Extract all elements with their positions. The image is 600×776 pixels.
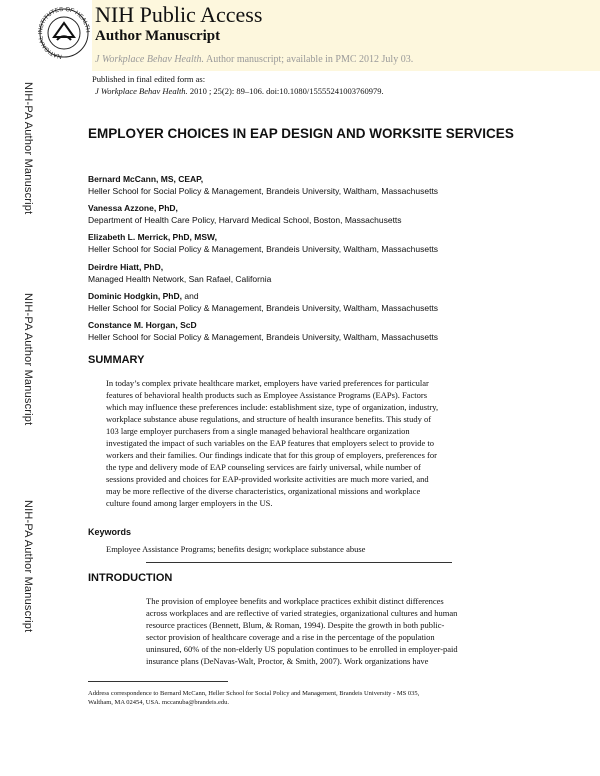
banner-availability: Author manuscript; available in PMC 2012 July 03. <box>206 54 414 65</box>
text-line: which may influence these preferences include: establishment size, type of organization, industry, <box>106 402 439 412</box>
author-name: Dominic Hodgkin, PhD, <box>88 291 182 301</box>
author-name: Bernard McCann, MS, CEAP, <box>88 174 204 184</box>
article-title: EMPLOYER CHOICES IN EAP DESIGN AND WORKSITE SERVICES <box>88 126 514 141</box>
nih-logo <box>38 5 90 65</box>
published-label: Published in final edited form as: <box>92 74 206 84</box>
keywords-list: Employee Assistance Programs; benefits design; workplace substance abuse <box>106 544 366 554</box>
text-line: sector provision of healthcare coverage and a rise in the percentage of the population <box>146 632 435 642</box>
text-line: resource practices (Bennett, Blum, & Roman, 1994). Despite the growth in both public- <box>146 620 445 630</box>
introduction-heading: INTRODUCTION <box>88 572 173 584</box>
nih-public-access-title: NIH Public Access <box>95 2 263 27</box>
citation-journal: J Workplace Behav Health. <box>95 86 188 96</box>
introduction-paragraph <box>146 595 530 667</box>
text-line: workers and their families. Our findings indicate that for this group of employers, preferences for <box>106 450 437 460</box>
summary-paragraph <box>106 377 530 509</box>
footnote-line: Waltham, MA 02454, USA. mccanuba@brandeis.edu. <box>88 699 230 706</box>
author-affiliation: Heller School for Social Policy & Management, Brandeis University, Waltham, Massachusetts <box>88 186 439 196</box>
footnote-divider <box>88 681 228 682</box>
author-affiliation: Heller School for Social Policy & Management, Brandeis University, Waltham, Massachusetts <box>88 303 439 313</box>
author-affiliation: Department of Health Care Policy, Harvard Medical School, Boston, Massachusetts <box>88 215 402 225</box>
banner-journal: J Workplace Behav Health. <box>95 54 205 65</box>
text-line: across workplaces and are reflective of varied strategies, organizational cultures and human <box>146 608 458 618</box>
author-affiliation: Heller School for Social Policy & Management, Brandeis University, Waltham, Massachusetts <box>88 332 439 342</box>
text-line: insurance plans (DeNavas-Walt, Proctor, & Smith, 2007). Work organizations have <box>146 656 429 666</box>
availability-line <box>95 54 413 65</box>
author-affiliation: Managed Health Network, San Rafael, California <box>88 274 272 284</box>
side-label-3: NIH-PA Author Manuscript <box>22 500 34 633</box>
text-line: may be more reflective of the diverse characteristics, organizational missions and workplace <box>106 486 421 496</box>
text-line: The provision of employee benefits and workplace practices exhibit distinct differences <box>146 596 444 606</box>
author-name: Deirdre Hiatt, PhD, <box>88 262 164 272</box>
footnote-line: Address correspondence to Bernard McCann, Heller School for Social Policy and Management, Brandeis University - MS 035, <box>88 690 420 697</box>
citation-line <box>95 86 384 96</box>
author-affiliation: Heller School for Social Policy & Management, Brandeis University, Waltham, Massachusetts <box>88 244 439 254</box>
text-line: workplace substance abuse regulations, and structure of health insurance benefits. This study of <box>106 414 432 424</box>
author-name: Vanessa Azzone, PhD, <box>88 203 178 213</box>
author-name: Elizabeth L. Merrick, PhD, MSW, <box>88 232 217 242</box>
author-manuscript-label: Author Manuscript <box>95 28 221 44</box>
text-line: features of behavioral health products such as Employee Assistance Programs (EAPs). Factors <box>106 390 428 400</box>
text-line: 103 large employer purchasers from a single managed behavioral healthcare organization <box>106 426 410 436</box>
divider <box>146 562 452 563</box>
text-line: culture found among larger employers in the US. <box>106 498 273 508</box>
citation-details: 2010 ; 25(2): 89–106. doi:10.1080/15555241003760979. <box>189 86 384 96</box>
text-line: the type and delivery mode of EAP counseling services are fairly universal, while number of <box>106 462 421 472</box>
side-label-1: NIH-PA Author Manuscript <box>22 82 34 215</box>
text-line: uninsured, 60% of the non-elderly US population continues to be enrolled in employer-paid <box>146 644 458 654</box>
author-line <box>88 291 199 301</box>
text-line: In today’s complex private healthcare market, employers have varied preferences for particular <box>106 378 429 388</box>
logo-ring-text: NATIONAL INSTITUTES OF HEALTH <box>38 6 90 59</box>
summary-heading: SUMMARY <box>88 354 145 366</box>
keywords-heading: Keywords <box>88 527 132 537</box>
footnote <box>88 689 528 707</box>
author-name-suffix: and <box>184 291 199 301</box>
side-label-2: NIH-PA Author Manuscript <box>22 293 34 426</box>
text-line: investigated the impact of such variables on the EAP features that employers select to provide to <box>106 438 435 448</box>
author-name: Constance M. Horgan, ScD <box>88 320 197 330</box>
text-line: sessions provided and choices for EAP-provided worksite activities are much more varied, and <box>106 474 429 484</box>
